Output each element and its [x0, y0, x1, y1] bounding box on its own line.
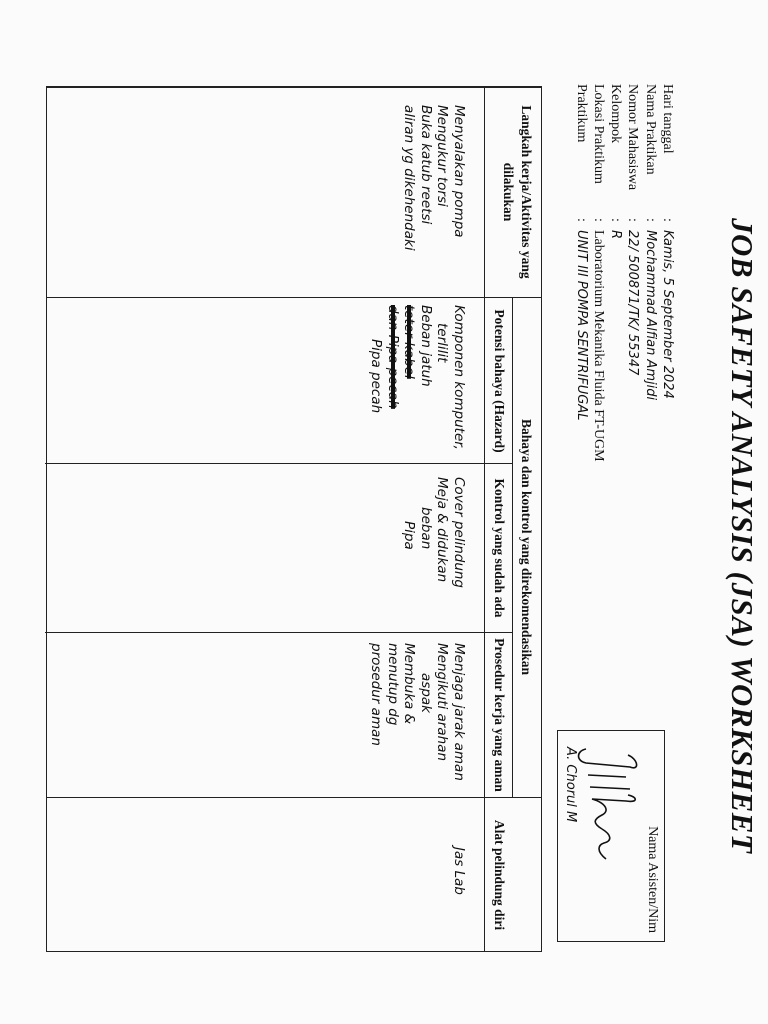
kontrol-line: Pipa [401, 521, 418, 550]
info-label: Nomor Mahasiswa [625, 84, 641, 191]
langkah-line: Menyalakan pompa [451, 105, 467, 238]
prosedur-line: Mengikuti arahan [434, 643, 451, 762]
header-hazard: Potensi bahaya (Hazard) [492, 309, 507, 453]
info-value-praktikum: UNIT III POMPA SENTRIFUGAL [573, 230, 589, 421]
column-divider [47, 797, 541, 798]
header-langkah: Langkah kerja/Aktivitas yang dilakukan [501, 105, 534, 279]
header-prosedur: Prosedur kerja yang aman [492, 638, 507, 792]
langkah-line: Buka katub reetsi [418, 105, 434, 225]
info-colon: : [660, 218, 675, 222]
jsa-table [46, 86, 542, 952]
prosedur-line: aspak [418, 673, 434, 713]
info-label: Nama Praktikan [642, 84, 658, 175]
asisten-box [557, 730, 665, 942]
prosedur-line: Membuka & [401, 643, 418, 725]
info-colon: : [573, 218, 589, 222]
langkah-line: Mengukur torsi [434, 105, 451, 207]
kontrol-line: Meja & didukan [434, 477, 451, 583]
info-value-nama-praktikan: Mochammad Alfian Amjidi [642, 230, 658, 401]
cell-alat [451, 847, 468, 895]
info-value-lokasi-praktikum: Laboratorium Mekanika Fluida FT-UGM [590, 230, 606, 462]
column-divider [47, 297, 541, 298]
cell-kontrol [401, 477, 467, 588]
worksheet-title: JOB SAFETY ANALYSIS (JSA) WORKSHEET [725, 218, 760, 854]
info-colon: : [590, 218, 606, 222]
header-bahaya-group: Bahaya dan kontrol yang direkomendasikan [519, 418, 534, 676]
cell-langkah [401, 105, 467, 251]
header-alat: Alat pelindung diri [492, 819, 507, 931]
hazard-line-struck: teter kabel [401, 305, 418, 379]
info-value-hari-tanggal: Kamis, 5 September 2024 [660, 230, 675, 399]
table-border [47, 87, 541, 88]
column-divider [45, 632, 513, 633]
cell-prosedur [368, 643, 467, 781]
kontrol-line: beban [418, 507, 434, 550]
signature-name: A. Chorul M [563, 747, 578, 823]
header-kontrol: Kontrol yang sudah ada [492, 478, 507, 618]
hazard-line: terlilit [434, 323, 451, 363]
kontrol-line: Cover pelindung [451, 477, 467, 589]
hazard-line: Pipa pecah [368, 339, 385, 414]
hazard-line: Beban jatuh [418, 305, 434, 387]
prosedur-line: prosedur aman [368, 643, 385, 746]
info-label: Praktikum [573, 84, 589, 143]
prosedur-line: Menjaga jarak aman [451, 643, 467, 781]
info-value-nomor-mahasiswa: 22/ 500871/TK/ 55347 [625, 230, 641, 376]
cell-hazard [368, 305, 467, 450]
signature-image [566, 737, 646, 887]
info-colon: : [608, 218, 624, 222]
info-label: Kelompok [608, 84, 624, 144]
langkah-line: aliran yg dikehendaki [401, 105, 418, 251]
row-divider [484, 87, 485, 951]
asisten-label: Nama Asisten/Nim [645, 826, 660, 933]
info-value-kelompok: R [608, 230, 624, 240]
info-colon: : [642, 218, 658, 222]
info-label: Hari tanggal [660, 84, 675, 154]
info-colon: : [625, 218, 641, 222]
hazard-line: Komponen komputer, [451, 305, 467, 450]
prosedur-line: menutup dg [385, 643, 401, 726]
alat-line: Jas Lab [451, 847, 467, 895]
group-divider [512, 297, 513, 797]
column-divider [45, 463, 513, 464]
info-label: Lokasi Praktikum [590, 84, 606, 184]
hazard-line-struck: dan Pipa pecah [385, 305, 401, 409]
